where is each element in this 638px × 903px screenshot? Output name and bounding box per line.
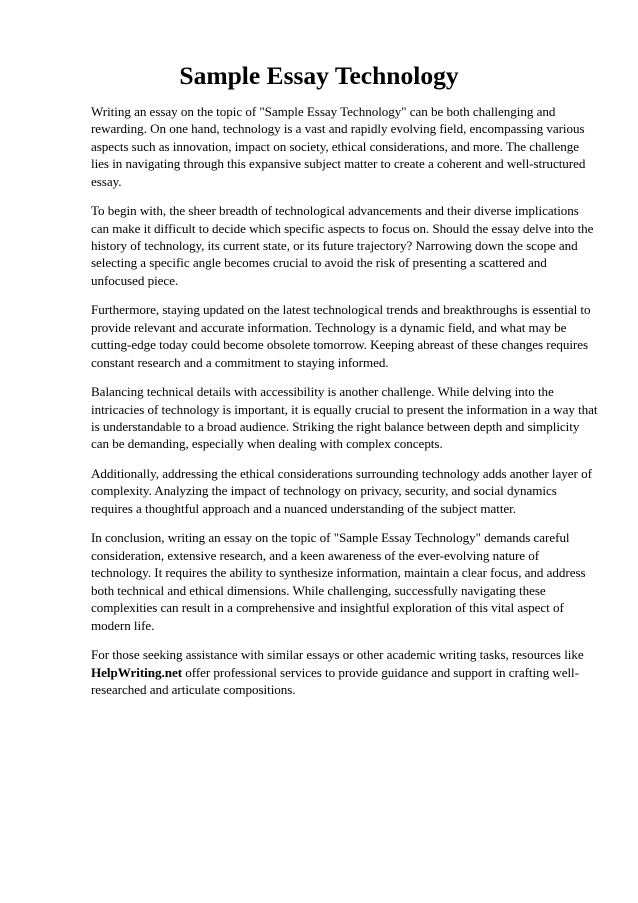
paragraph-accessibility: Balancing technical details with accessibility is another challenge. While delving into the intricacies of technology is important, it is equally crucial to present the information in a way that is understandable to a broad audience. Striking the right balance between depth and simplicity can be demanding, especially when dealing with complex concepts. [91, 384, 598, 452]
paragraph-scope: To begin with, the sheer breadth of technological advancements and their diverse implications can make it difficult to decide which specific aspects to focus on. Should the essay delve into the history of technology, its current state, or its future trajectory? Narrowing down the scope and selecting a specific angle becomes crucial to avoid the risk of presenting a scattered and unfocused piece. [91, 203, 594, 288]
paragraph-trends: Furthermore, staying updated on the latest technological trends and breakthroughs is essential to provide relevant and accurate information. Technology is a dynamic field, and what may be cutting-edge today could become obsolete tomorrow. Keeping abreast of these changes requires constant research and a commitment to staying informed. [91, 302, 591, 370]
page-title: Sample Essay Technology [179, 61, 459, 90]
paragraph-conclusion: In conclusion, writing an essay on the topic of "Sample Essay Technology" demands careful consideration, extensive research, and a keen awareness of the ever-evolving nature of technology. It requires the ability to synthesize information, maintain a clear focus, and address both technical and ethical dimensions. While challenging, successfully navigating these complexities can result in a comprehensive and insightful exploration of this vital aspect of modern life. [91, 530, 586, 633]
paragraph-closing [91, 646, 600, 698]
closing-tail-text: offer professional services to provide guidance and support in crafting well-researched and articulate compositions. [91, 664, 579, 697]
essay-body [91, 103, 600, 711]
closing-lead-text: For those seeking assistance with similar essays or other academic writing tasks, resources like [91, 647, 584, 663]
paragraph-ethics: Additionally, addressing the ethical considerations surrounding technology adds another layer of complexity. Analyzing the impact of technology on privacy, security, and social dynamics requires a thoughtful approach and a nuanced understanding of the subject matter. [91, 466, 592, 516]
paragraph-intro: Writing an essay on the topic of "Sample Essay Technology" can be both challenging and rewarding. On one hand, technology is a vast and rapidly evolving field, encompassing various aspects such as innovation, impact on society, ethical considerations, and more. The challenge lies in navigating through this expansive subject matter to create a coherent and well-structured essay. [91, 104, 586, 189]
brand-name: HelpWriting.net [91, 664, 183, 680]
